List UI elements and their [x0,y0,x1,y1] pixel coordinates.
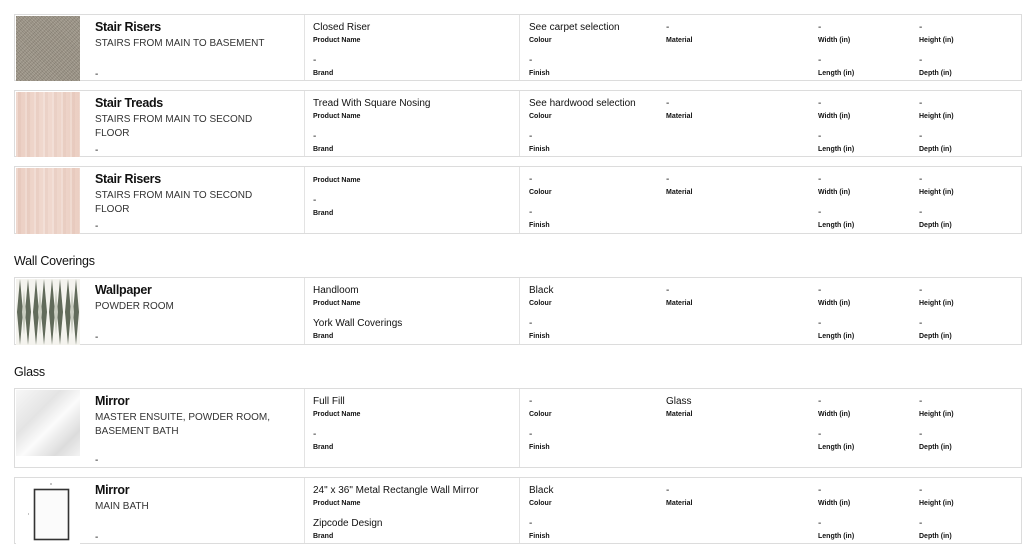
finish-value: - [529,207,533,218]
item-title: Stair Risers [95,172,161,186]
depth-label: Depth (in) [919,70,952,77]
width-label: Width (in) [818,411,851,418]
finish-label: Finish [529,333,550,340]
column-divider [304,389,305,467]
hardwood-swatch-image [16,168,80,234]
height-value: - [919,285,923,296]
column-divider [304,167,305,233]
brand-value: - [313,55,317,66]
section-heading-glass: Glass [14,365,45,379]
product-name-label: Product Name [313,500,361,507]
colour-value: - [529,174,533,185]
height-value: - [919,22,923,33]
material-label: Material [666,300,693,307]
column-divider [519,478,520,543]
finish-value: - [529,55,533,66]
length-label: Length (in) [818,333,855,340]
item-title: Stair Risers [95,20,161,34]
length-label: Length (in) [818,533,855,540]
material-value: - [666,285,670,296]
brand-value: York Wall Coverings [313,318,403,329]
colour-label: Colour [529,300,552,307]
item-note: - [95,532,99,543]
colour-value: Black [529,485,554,496]
product-name-label: Product Name [313,113,361,120]
length-label: Length (in) [818,444,855,451]
brand-value: - [313,429,317,440]
length-value: - [818,207,822,218]
item-location: STAIRS FROM MAIN TO SECOND FLOOR [95,114,253,139]
item-card [14,477,1022,544]
brand-label: Brand [313,210,334,217]
material-value: - [666,22,670,33]
height-label: Height (in) [919,113,954,120]
depth-value: - [919,207,923,218]
depth-value: - [919,131,923,142]
width-value: - [818,396,822,407]
height-label: Height (in) [919,189,954,196]
length-label: Length (in) [818,222,855,229]
depth-value: - [919,318,923,329]
item-note: - [95,69,99,80]
depth-label: Depth (in) [919,533,952,540]
width-label: Width (in) [818,113,851,120]
product-name-value: Handloom [313,285,359,296]
item-location: STAIRS FROM MAIN TO BASEMENT [95,38,265,49]
item-location: POWDER ROOM [95,301,174,312]
colour-value: - [529,396,533,407]
item-title: Stair Treads [95,96,163,110]
depth-label: Depth (in) [919,146,952,153]
product-name-label: Product Name [313,411,361,418]
column-divider [519,389,520,467]
width-label: Width (in) [818,500,851,507]
height-value: - [919,485,923,496]
column-divider [304,15,305,80]
product-name-label: Product Name [313,177,361,184]
item-card [14,277,1022,345]
column-divider [519,278,520,344]
colour-value: See carpet selection [529,22,620,33]
length-value: - [818,55,822,66]
brand-value: - [313,195,317,206]
column-divider [304,478,305,543]
carpet-swatch-image [16,16,80,81]
colour-value: Black [529,285,554,296]
width-value: - [818,174,822,185]
product-name-value: 24" x 36" Metal Rectangle Wall Mirror [313,485,479,496]
item-note: - [95,332,99,343]
material-label: Material [666,500,693,507]
item-note: - [95,145,99,156]
height-value: - [919,174,923,185]
column-divider [519,15,520,80]
item-card [14,90,1022,157]
depth-value: - [919,518,923,529]
product-name-value: Closed Riser [313,22,371,33]
brand-value: - [313,131,317,142]
finish-value: - [529,318,533,329]
material-value: - [666,485,670,496]
height-label: Height (in) [919,500,954,507]
height-label: Height (in) [919,37,954,44]
wallpaper-swatch-image [16,279,80,345]
brand-value: Zipcode Design [313,518,383,529]
width-label: Width (in) [818,300,851,307]
length-value: - [818,131,822,142]
finish-label: Finish [529,444,550,451]
framed-mirror-image [16,479,80,544]
wallpaper-pattern-graphic [16,279,80,345]
product-name-value: Full Fill [313,396,345,407]
height-label: Height (in) [919,411,954,418]
product-name-value: Tread With Square Nosing [313,98,431,109]
item-title: Mirror [95,483,130,497]
length-value: - [818,518,822,529]
finish-value: - [529,131,533,142]
brand-label: Brand [313,146,334,153]
column-divider [304,278,305,344]
material-label: Material [666,189,693,196]
item-location: STAIRS FROM MAIN TO SECOND FLOOR [95,190,253,215]
height-label: Height (in) [919,300,954,307]
item-location: MASTER ENSUITE, POWDER ROOM, BASEMENT BATH [95,412,271,437]
colour-label: Colour [529,37,552,44]
width-value: - [818,98,822,109]
height-value: - [919,98,923,109]
item-card [14,388,1022,468]
length-value: - [818,429,822,440]
product-name-label: Product Name [313,37,361,44]
length-value: - [818,318,822,329]
height-value: - [919,396,923,407]
material-label: Material [666,411,693,418]
material-value: - [666,174,670,185]
item-title: Wallpaper [95,283,152,297]
depth-label: Depth (in) [919,222,952,229]
product-name-label: Product Name [313,300,361,307]
brand-label: Brand [313,444,334,451]
brand-label: Brand [313,533,334,540]
section-heading-wall-coverings: Wall Coverings [14,254,95,268]
column-divider [519,91,520,156]
finish-label: Finish [529,533,550,540]
depth-value: - [919,429,923,440]
depth-label: Depth (in) [919,333,952,340]
length-label: Length (in) [818,146,855,153]
length-label: Length (in) [818,70,855,77]
width-value: - [818,285,822,296]
brand-label: Brand [313,333,334,340]
width-label: Width (in) [818,37,851,44]
depth-label: Depth (in) [919,444,952,451]
finish-value: - [529,429,533,440]
colour-value: See hardwood selection [529,98,636,109]
colour-label: Colour [529,113,552,120]
item-note: - [95,455,99,466]
finish-label: Finish [529,222,550,229]
item-card [14,166,1022,234]
colour-label: Colour [529,411,552,418]
column-divider [304,91,305,156]
depth-value: - [919,55,923,66]
column-divider [519,167,520,233]
material-label: Material [666,37,693,44]
finish-label: Finish [529,146,550,153]
item-location: MAIN BATH [95,501,149,512]
hardwood-swatch-image [16,92,80,157]
material-label: Material [666,113,693,120]
colour-label: Colour [529,189,552,196]
finish-value: - [529,518,533,529]
material-value: Glass [666,396,692,407]
item-card [14,14,1022,81]
width-label: Width (in) [818,189,851,196]
finish-label: Finish [529,70,550,77]
width-value: - [818,485,822,496]
material-value: - [666,98,670,109]
framed-mirror-drawing [16,479,80,544]
brand-label: Brand [313,70,334,77]
width-value: - [818,22,822,33]
mirror-swatch-image [16,390,80,456]
item-title: Mirror [95,394,130,408]
item-note: - [95,221,99,232]
colour-label: Colour [529,500,552,507]
